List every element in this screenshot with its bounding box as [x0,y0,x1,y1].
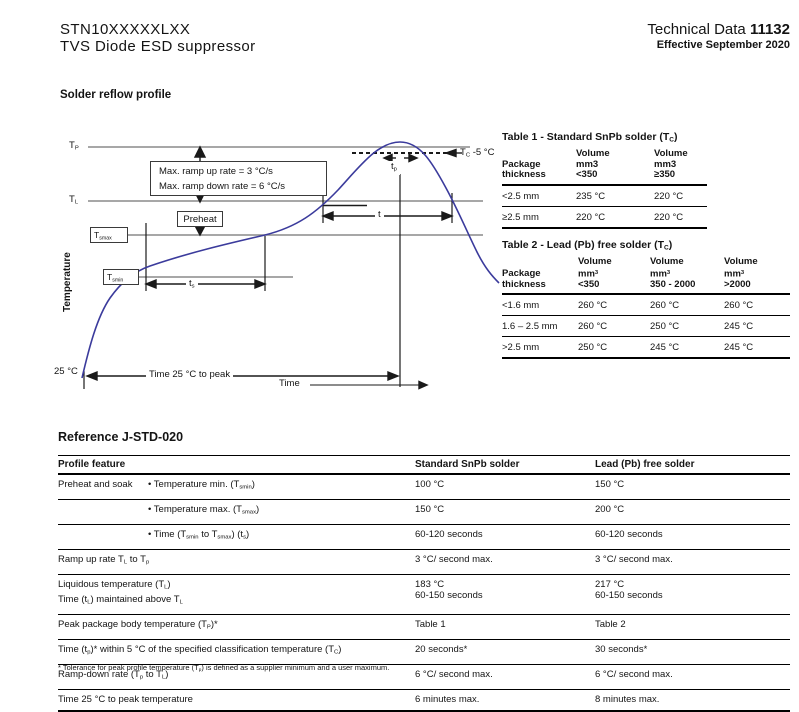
pbfree-cell: 200 °C [595,499,790,524]
tp-axis-label: $T_P$ [69,140,79,152]
section-title: Solder reflow profile [60,89,172,101]
ramp-up-note: Max. ramp up rate = 3 °C/s [159,166,273,177]
reference-title: Reference J-STD-020 [58,430,184,444]
table-row [58,689,790,711]
table-cell: 245 °C [724,337,790,359]
profile-feature-cell: Ramp-down rate ($T_p$ to $T_L$) [58,664,415,689]
table-cell: 260 °C [650,294,724,316]
table-cell: 245 °C [724,316,790,337]
table-row [502,316,790,337]
start-temp-label: 25 °C [54,366,78,377]
table-cell: 260 °C [724,294,790,316]
profile-feature-cell: • Temperature min. $(T_{smin})$ [148,474,415,499]
table-cell: 260 °C [578,316,650,337]
y-axis-label: Temperature [62,252,73,312]
table-cell: 1.6 – 2.5 mm [502,316,578,337]
snpb-cell: 6 °C/ second max. [415,664,595,689]
column-header: Lead (Pb) free solder [595,456,790,475]
reference-table [58,455,790,712]
table1 [502,149,707,229]
column-header: Profile feature [58,456,415,475]
reference-header-row [58,456,790,475]
tick-lines [84,174,452,389]
table-cell: <2.5 mm [502,185,576,207]
table-row [58,499,790,524]
table-cell: 235 °C [576,185,654,207]
table-row [502,185,707,207]
profile-feature-cell: Time 25 °C to peak temperature [58,689,415,711]
profile-feature-cell: Peak package body temperature $(T_P)*$ [58,614,415,639]
tsmin-label-box: $T_{smin}$ [103,269,139,285]
snpb-cell: 60-120 seconds [415,524,595,549]
column-header: Volume $mm^3$ <350 [578,257,650,294]
column-header: Package thickness [502,149,576,185]
table-cell: 250 °C [650,316,724,337]
part-subtitle: TVS Diode ESD suppressor [60,38,256,55]
table1-title: Table 1 - Standard SnPb solder $(T_C)$ [502,131,678,144]
table-cell: 220 °C [654,206,707,228]
table2 [502,257,790,359]
table-row [502,206,707,228]
column-header: Volume mm3 ≥350 [654,149,707,185]
pbfree-cell: 3 °C/ second max. [595,549,790,574]
table-cell: ≥2.5 mm [502,206,576,228]
pbfree-cell: 150 °C [595,474,790,499]
snpb-cell: 183 °C 60-150 seconds [415,574,595,614]
column-header: Volume $mm^3$ 350 - 2000 [650,257,724,294]
effective-date: Effective September 2020 [656,39,790,51]
profile-feature-cell: • Time ($T_{smin}$ to $T_{smax}$) $(t_s)$ [148,524,415,549]
ramp-rate-note-box [150,161,327,196]
table-row [58,614,790,639]
pbfree-cell: 60-120 seconds [595,524,790,549]
profile-feature-cell: Liquidous temperature $(T_L)$ Time $(t_L)$ maintained above $T_L$ [58,574,415,614]
column-header: Volume mm3 <350 [576,149,654,185]
profile-feature-cell: • Temperature max. $(T_{smax})$ [148,499,415,524]
table-row [502,294,790,316]
time-to-peak-label: Time 25 °C to peak [146,369,233,380]
table-row [58,549,790,574]
row-group-label [58,524,148,549]
tc-minus5-label: $T_C$ -5 °C [460,147,495,159]
ramp-down-note: Max. ramp down rate = 6 °C/s [159,181,286,192]
row-group-label: Preheat and soak [58,474,148,499]
pbfree-cell: Table 2 [595,614,790,639]
table2-title: Table 2 - Lead (Pb) free solder $(T_C)$ [502,239,673,252]
row-group-label [58,499,148,524]
table-row [58,474,790,499]
part-number: STN10XXXXXLXX [60,21,191,38]
tsmax-label-box: $T_{smax}$ [90,227,128,243]
preheat-label-box: Preheat [177,211,223,227]
pbfree-cell: 6 °C/ second max. [595,664,790,689]
snpb-cell: 100 °C [415,474,595,499]
table-cell: 245 °C [650,337,724,359]
x-axis-label: Time [276,378,303,389]
column-header: Volume $mm^3$ >2000 [724,257,790,294]
profile-feature-cell: Time $(t_p)*$ within 5 °C of the specified classification temperature $(T_C)$ [58,639,415,664]
snpb-cell: 6 minutes max. [415,689,595,711]
tl-axis-label: $T_L$ [69,194,79,206]
table-row [58,524,790,549]
column-header: Package thickness [502,257,578,294]
pbfree-cell: 8 minutes max. [595,689,790,711]
table-cell: 220 °C [654,185,707,207]
snpb-cell: 20 seconds* [415,639,595,664]
ts-time-label: $t_s$ [186,278,198,292]
column-header: Standard SnPb solder [415,456,595,475]
table-cell: >2.5 mm [502,337,578,359]
doc-number: 11132 [749,21,790,38]
table-row [58,639,790,664]
table-row [502,337,790,359]
table-cell: 250 °C [578,337,650,359]
table-row [58,574,790,614]
table-footnote: * Tolerance for peak profile temperature $(T_p)$ is defined as a supplier minimum and a user maximum. [58,663,390,673]
table2-header-row [502,257,790,294]
pbfree-cell: 217 °C 60-150 seconds [595,574,790,614]
table1-header-row [502,149,707,185]
pbfree-cell: 30 seconds* [595,639,790,664]
snpb-cell: 3 °C/ second max. [415,549,595,574]
table-cell: <1.6 mm [502,294,578,316]
table-cell: 220 °C [576,206,654,228]
snpb-cell: Table 1 [415,614,595,639]
doc-type: Technical Data [647,21,750,38]
table-cell: 260 °C [578,294,650,316]
snpb-cell: 150 °C [415,499,595,524]
t-time-label: t [375,209,384,220]
profile-feature-cell: Ramp up rate $T_L$ to $T_p$ [58,549,415,574]
tp-time-label: $t_p$ [388,161,400,175]
